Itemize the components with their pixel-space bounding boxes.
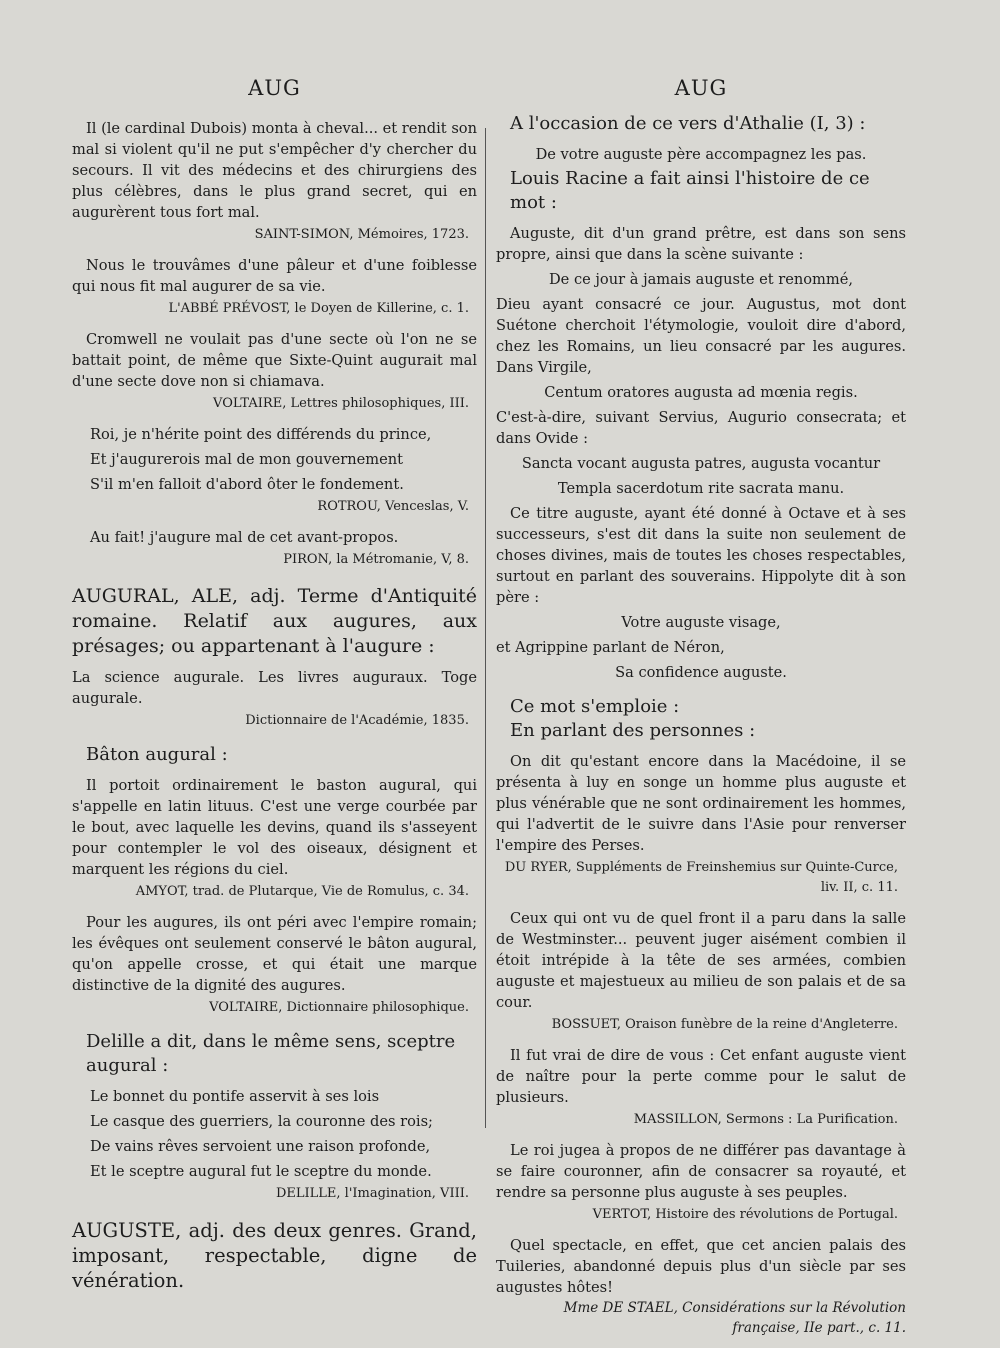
citation: Dictionnaire de l'Académie, 1835. [245, 713, 469, 728]
verse-line: S'il m'en falloit d'abord ôter le fondement. [90, 476, 404, 493]
lead-line: A l'occasion de ce vers d'Athalie (I, 3) : [510, 113, 866, 134]
running-head-left: AUG [248, 76, 301, 100]
citation: VOLTAIRE, Lettres philosophiques, III. [213, 396, 469, 411]
verse-line: Au fait! j'augure mal de cet avant-propos. [90, 529, 399, 546]
example-line: La science augurale. Les livres auguraux. Toge augurale. [72, 669, 477, 707]
verse-line: De vains rêves servoient une raison profonde, [90, 1138, 431, 1155]
citation: VOLTAIRE, Dictionnaire philosophique. [209, 1000, 469, 1015]
verse-line: De votre auguste père accompagnez les pas. [535, 146, 867, 163]
subheading: En parlant des personnes : [510, 720, 756, 741]
quotation: Il fut vrai de dire de vous : Cet enfant auguste vient de naître pour la perte comme pour le salut de plusieurs. [496, 1047, 906, 1106]
verse-line: Et le sceptre augural fut le sceptre du monde. [90, 1163, 432, 1180]
quotation: C'est-à-dire, suivant Servius, Augurio consecrata; et dans Ovide : [496, 409, 906, 447]
citation: L'ABBÉ PRÉVOST, le Doyen de Killerine, c. 1. [168, 301, 469, 316]
quotation: Le roi jugea à propos de ne différer pas davantage à se faire couronner, afin de consacrer sa royauté, et rendre sa personne plus auguste à ses peuples. [496, 1142, 906, 1201]
entry-heading-augural: AUGURAL, ALE, adj. Terme d'Antiquité romaine. Relatif aux augures, aux présages; ou appartenant à l'augure : [72, 585, 477, 657]
quotation: Auguste, dit d'un grand prêtre, est dans son sens propre, ainsi que dans la scène suivante : [496, 225, 906, 263]
verse-line: Templa sacerdotum rite sacrata manu. [557, 480, 845, 497]
quotation: On dit qu'estant encore dans la Macédoine, il se présenta à luy en songe un homme plus auguste et plus vénérable que ne sont ordinairement les hommes, qui l'advertit de le suivre dans l'Asie pour renverser l'empire des Perses. [496, 753, 906, 854]
citation: Mme DE STAEL, Considérations sur la Révolution française, IIe part., c. 11. [563, 1300, 906, 1336]
lead-line: Louis Racine a fait ainsi l'histoire de ce mot : [510, 168, 870, 213]
quotation: Ceux qui ont vu de quel front il a paru dans la salle de Westminster... peuvent juger aisément combien il étoit intrépide à la tête de ses armées, combien auguste et majestueux au milieu de son palais et de sa cour. [496, 910, 906, 1011]
citation: AMYOT, trad. de Plutarque, Vie de Romulus, c. 34. [135, 884, 469, 899]
citation: DELILLE, l'Imagination, VIII. [275, 1186, 469, 1201]
entry-heading-auguste: AUGUSTE, adj. des deux genres. Grand, imposant, respectable, digne de vénération. [72, 1219, 477, 1292]
right-column [496, 70, 906, 1348]
quotation: Quel spectacle, en effet, que cet ancien palais des Tuileries, abandonné depuis plus d'un siècle par ses augustes hôtes! [496, 1237, 906, 1296]
citation: DU RYER, Suppléments de Freinshemius sur Quinte-Curce, liv. II, c. 11. [504, 860, 898, 895]
verse-line: Sancta vocant augusta patres, augusta vocantur [521, 455, 881, 472]
verse-line: Sa confidence auguste. [615, 664, 787, 681]
quotation: Il (le cardinal Dubois) monta à cheval... et rendit son mal si violent qu'il ne put s'empêcher d'y chercher du secours. Il vit des médecins et des chirurgiens des plus célèbres, dans le plus grand secret, qui en augurèrent tous fort mal. [72, 120, 477, 221]
quotation: Cromwell ne voulait pas d'une secte où l'on ne se battait point, de même que Sixte-Quint augurait mal d'une secte dove non si chiamava. [72, 331, 477, 390]
citation: VERTOT, Histoire des révolutions de Portugal. [592, 1207, 898, 1222]
quotation: et Agrippine parlant de Néron, [496, 639, 725, 656]
running-head-right: AUG [674, 76, 728, 100]
verse-line: De ce jour à jamais auguste et renommé, [548, 271, 853, 288]
quotation: Nous le trouvâmes d'une pâleur et d'une foiblesse qui nous fit mal augurer de sa vie. [72, 257, 477, 295]
verse-line: Centum oratores augusta ad mœnia regis. [544, 384, 858, 401]
citation: SAINT-SIMON, Mémoires, 1723. [254, 227, 469, 242]
citation: PIRON, la Métromanie, V, 8. [283, 552, 469, 567]
verse-line: Roi, je n'hérite point des différends du prince, [90, 426, 432, 443]
subheading: Bâton augural : [86, 744, 228, 765]
subheading: Delille a dit, dans le même sens, sceptre augural : [86, 1031, 456, 1076]
subheading: Ce mot s'emploie : [510, 696, 680, 717]
verse-line: Votre auguste visage, [621, 614, 781, 631]
citation: BOSSUET, Oraison funèbre de la reine d'Angleterre. [551, 1017, 898, 1032]
verse-line: Le bonnet du pontife asservit à ses lois [90, 1088, 380, 1105]
verse-line: Le casque des guerriers, la couronne des rois; [90, 1113, 433, 1130]
left-column [72, 70, 477, 1301]
quotation: Dieu ayant consacré ce jour. Augustus, mot dont Suétone cherchoit l'étymologie, vouloit dire d'abord, chez les Romains, un lieu consacré par les augures. Dans Virgile, [496, 296, 906, 376]
quotation: Il portoit ordinairement le baston augural, qui s'appelle en latin lituus. C'est une verge courbée par le bout, avec laquelle les devins, quand ils s'asseyent pour contempler le vol des oiseaux, désignent et marquent les régions du ciel. [72, 777, 477, 878]
quotation: Pour les augures, ils ont péri avec l'empire romain; les évêques ont seulement conservé le bâton augural, qu'on appelle crosse, et qui était une marque distinctive de la dignité des augures. [72, 914, 477, 994]
quotation: Ce titre auguste, ayant été donné à Octave et à ses successeurs, s'est dit dans la suite non seulement de choses divines, mais de toutes les choses respectables, surtout en parlant des souverains. Hippolyte dit à son père : [496, 505, 906, 606]
citation: ROTROU, Venceslas, V. [317, 499, 469, 514]
verse-line: Et j'augurerois mal de mon gouvernement [90, 451, 403, 468]
column-divider [485, 128, 486, 1128]
citation: MASSILLON, Sermons : La Purification. [633, 1112, 898, 1127]
